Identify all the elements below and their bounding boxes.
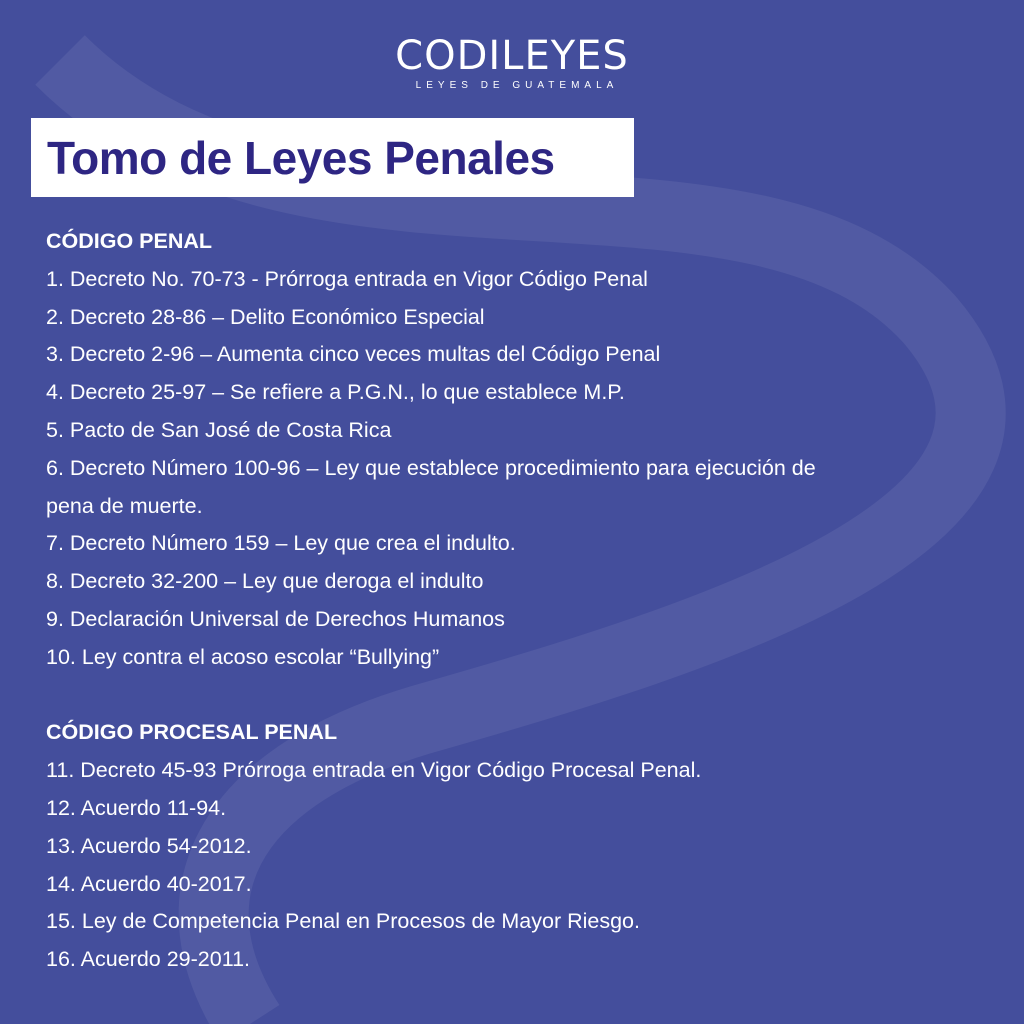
list-item: 4. Decreto 25-97 – Se refiere a P.G.N., lo que establece M.P.: [46, 380, 625, 405]
list-item: 1. Decreto No. 70-73 - Prórroga entrada en Vigor Código Penal: [46, 266, 648, 291]
list-item: 11. Decreto 45-93 Prórroga entrada en Vigor Código Procesal Penal.: [46, 758, 702, 783]
logo-tagline: LEYES DE GUATEMALA: [415, 80, 619, 91]
list-item: 6. Decreto Número 100-96 – Ley que establece procedimiento para ejecución de pena de muerte.: [46, 455, 816, 518]
list-item: 13. Acuerdo 54-2012.: [46, 833, 252, 858]
page-title: Tomo de Leyes Penales: [47, 132, 555, 184]
logo-name: CODILEYES: [395, 33, 629, 79]
section-heading: CÓDIGO PROCESAL PENAL: [46, 720, 338, 745]
list-item: 10. Ley contra el acoso escolar “Bullying”: [46, 644, 440, 669]
list-item: 5. Pacto de San José de Costa Rica: [46, 417, 392, 442]
list-item: 7. Decreto Número 159 – Ley que crea el indulto.: [46, 531, 516, 556]
list-item: 2. Decreto 28-86 – Delito Económico Especial: [46, 304, 485, 329]
list-item: 15. Ley de Competencia Penal en Procesos de Mayor Riesgo.: [46, 909, 640, 934]
codileyes-logo: [0, 34, 1024, 91]
list-item: 3. Decreto 2-96 – Aumenta cinco veces multas del Código Penal: [46, 342, 661, 367]
law-list: [46, 223, 946, 979]
list-item: 16. Acuerdo 29-2011.: [46, 947, 251, 972]
section-heading: CÓDIGO PENAL: [46, 229, 213, 253]
list-item: 14. Acuerdo 40-2017.: [46, 871, 252, 896]
title-banner: [31, 118, 634, 197]
list-item: 9. Declaración Universal de Derechos Humanos: [46, 606, 505, 631]
list-item: 8. Decreto 32-200 – Ley que deroga el indulto: [46, 569, 484, 594]
list-item: 12. Acuerdo 11-94.: [46, 795, 227, 820]
